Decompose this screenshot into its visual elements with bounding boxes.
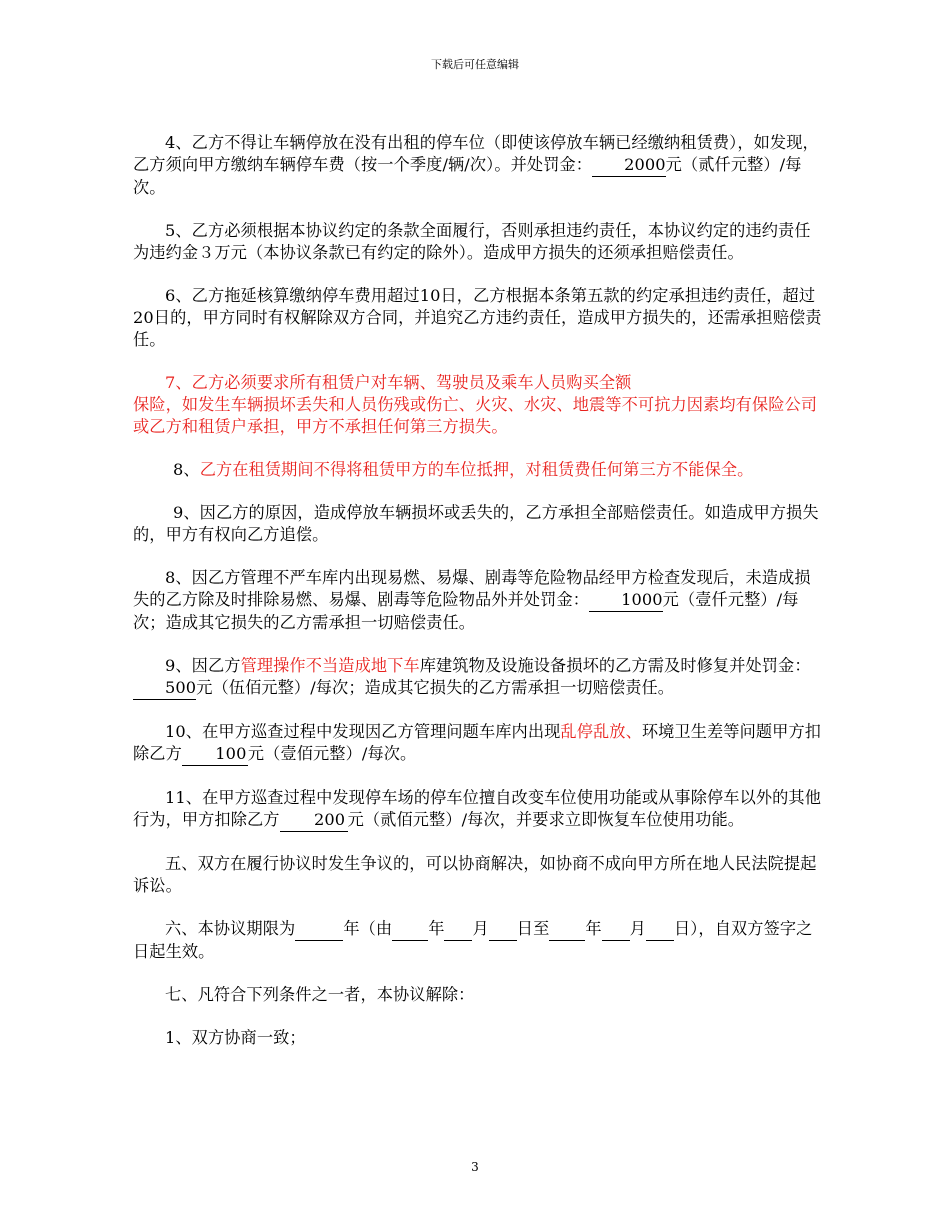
blank-start-month xyxy=(444,918,472,941)
fine-amount: 500 xyxy=(133,677,196,700)
section-7: 七、凡符合下列条件之一者，本协议解除： xyxy=(165,985,475,1004)
condition-1: 1、双方协商一致； xyxy=(165,1028,306,1047)
clause-4: 4、乙方不得让车辆停放在没有出租的停车位（即使该停放车辆已经缴纳租赁费），如发现，乙方须向甲方缴纳车辆停车费（按一个季度/辆/次）。并处罚金： 2000元（贰仟元整）/每次。 xyxy=(133,133,819,197)
fine-amount: 2000 xyxy=(592,154,666,177)
blank-end-year xyxy=(549,918,585,941)
blank-end-month xyxy=(602,918,630,941)
blank-start-year xyxy=(392,918,428,941)
fine-amount: 1000 xyxy=(589,589,663,612)
clause-10: 10、在甲方巡查过程中发现因乙方管理问题车库内出现乱停乱放、环境卫生差等问题甲方扣除乙方 100元（壹佰元整）/每次。 xyxy=(133,721,823,766)
document-body xyxy=(133,132,823,1070)
blank-end-day xyxy=(646,918,674,941)
blank-years xyxy=(295,918,343,941)
section-5: 五、双方在履行协议时发生争议的，可以协商解决，如协商不成向甲方所在地人民法院提起诉讼。 xyxy=(133,854,817,895)
section-6: 六、本协议期限为 年（由 年 月 日至 年 月 日），自双方签字之日起生效。 xyxy=(133,919,813,961)
clause-8-hazard: 8、因乙方管理不严车库内出现易燃、易爆、剧毒等危险物品经甲方检查发现后，未造成损失的乙方除及时排除易燃、易爆、剧毒等危险物品外并处罚金： 1000元（壹仟元整）/每次；造成其它损失的乙方需承担一切赔偿责任。 xyxy=(133,568,811,632)
clause-5: 5、乙方必须根据本协议约定的条款全面履行，否则承担违约责任，本协议约定的违约责任为违约金３万元（本协议条款已有约定的除外）。造成甲方损失的还须承担赔偿责任。 xyxy=(133,221,811,262)
clause-8-lease: 8、乙方在租赁期间不得将租赁甲方的车位抵押，对租赁费任何第三方不能保全。 xyxy=(173,460,754,479)
clause-11: 11、在甲方巡查过程中发现停车场的停车位擅自改变车位使用功能或从事除停车以外的其他行为，甲方扣除乙方 200 元（贰佰元整）/每次，并要求立即恢复车位使用功能。 xyxy=(133,787,823,832)
clause-7: 7、乙方必须要求所有租赁户对车辆、驾驶员及乘车人员购买全额 保险，如发生车辆损坏丢失和人员伤残或伤亡、火灾、水灾、地震等不可抗力因素均有保险公司或乙方和租赁户承担，甲方不承担任何第三方损失。 xyxy=(133,373,818,436)
page-number: 3 xyxy=(471,1160,479,1174)
fine-amount: 100 xyxy=(182,743,248,766)
clause-9-damage: 9、因乙方的原因，造成停放车辆损坏或丢失的，乙方承担全部赔偿责任。如造成甲方损失的，甲方有权向乙方追偿。 xyxy=(133,503,819,544)
clause-9-facility: 9、因乙方管理操作不当造成地下车库建筑物及设施设备损坏的乙方需及时修复并处罚金：500元（伍佰元整）/每次；造成其它损失的乙方需承担一切赔偿责任。 xyxy=(133,655,823,700)
page-header: 下载后可任意编辑 xyxy=(431,58,519,71)
blank-start-day xyxy=(489,918,517,941)
clause-6: 6、乙方拖延核算缴纳停车费用超过10日，乙方根据本条第五款的约定承担违约责任，超过20日的，甲方同时有权解除双方合同，并追究乙方违约责任，造成甲方损失的，还需承担赔偿责任。 xyxy=(133,286,822,349)
fine-amount: 200 xyxy=(280,809,348,832)
